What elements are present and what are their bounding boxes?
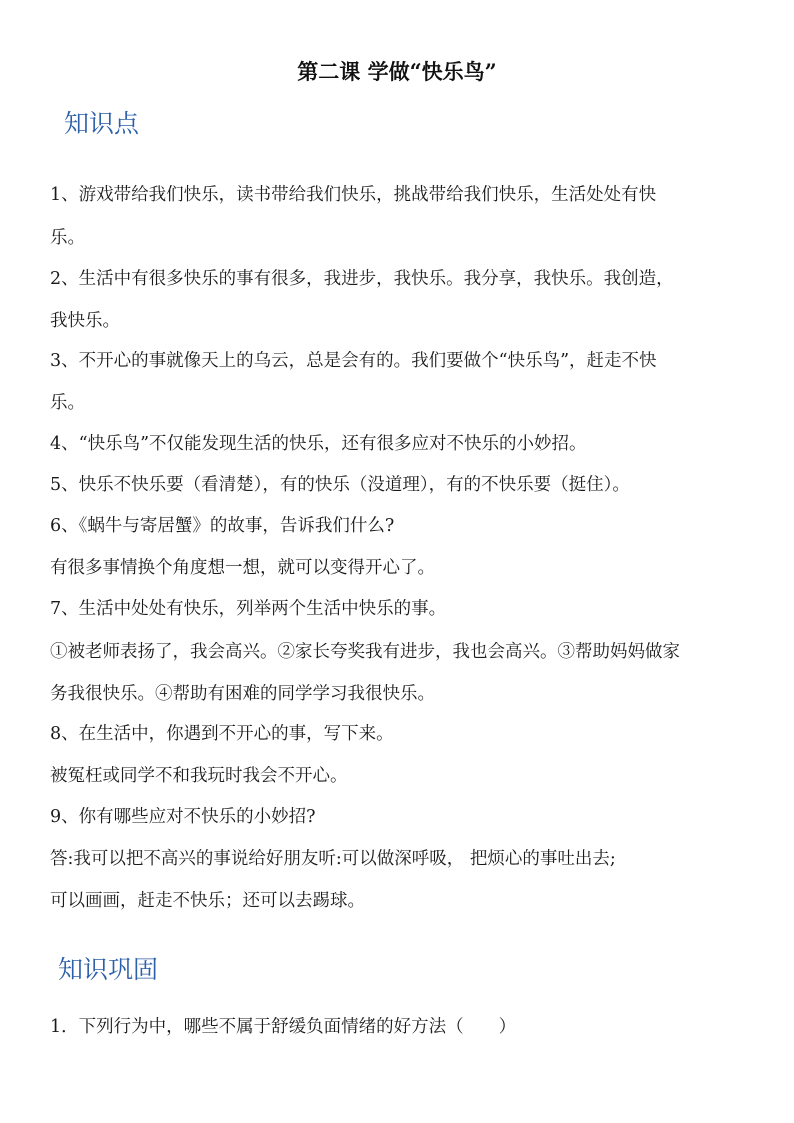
text-line: 有很多事情换个角度想一想，就可以变得开心了。: [50, 558, 435, 578]
text-line: 务我很快乐。④帮助有困难的同学学习我很快乐。: [50, 684, 435, 704]
knowledge-review-heading: 知识巩固: [58, 955, 159, 984]
text-line: 2、生活中有很多快乐的事有很多，我进步，我快乐。我分享，我快乐。我创造，: [50, 269, 674, 289]
text-line: 3、不开心的事就像天上的乌云，总是会有的。我们要做个“快乐鸟”，赶走不快: [50, 351, 657, 371]
lesson-title: 第二课 学做“快乐鸟”: [297, 59, 497, 84]
text-line: 被冤枉或同学不和我玩时我会不开心。: [50, 766, 348, 786]
knowledge-points-heading: 知识点: [64, 109, 140, 138]
quiz-question-1: 1．下列行为中，哪些不属于舒缓负面情绪的好方法（ ）: [50, 1017, 517, 1037]
text-line: 1、游戏带给我们快乐，读书带给我们快乐，挑战带给我们快乐，生活处处有快: [50, 185, 657, 205]
text-line: 8、在生活中，你遇到不开心的事，写下来。: [50, 724, 394, 744]
text-line: ①被老师表扬了，我会高兴。②家长夸奖我有进步，我也会高兴。③帮助妈妈做家: [50, 642, 680, 662]
text-line: 4、“快乐鸟”不仅能发现生活的快乐，还有很多应对不快乐的小妙招。: [50, 434, 587, 454]
text-line: 5、快乐不快乐要（看清楚），有的快乐（没道理），有的不快乐要（挺住）。: [50, 475, 630, 495]
text-line: 乐。: [50, 228, 85, 248]
text-line: 7、生活中处处有快乐，列举两个生活中快乐的事。: [50, 599, 447, 619]
text-line: 答:我可以把不高兴的事说给好朋友听:可以做深呼吸， 把烦心的事吐出去;: [50, 849, 616, 869]
text-line: 可以画画，赶走不快乐；还可以去踢球。: [50, 891, 365, 911]
text-line: 乐。: [50, 393, 85, 413]
text-line: 6、《蜗牛与寄居蟹》的故事，告诉我们什么?: [50, 516, 395, 536]
text-line: 9、你有哪些应对不快乐的小妙招?: [50, 807, 316, 827]
text-line: 我快乐。: [50, 311, 120, 331]
